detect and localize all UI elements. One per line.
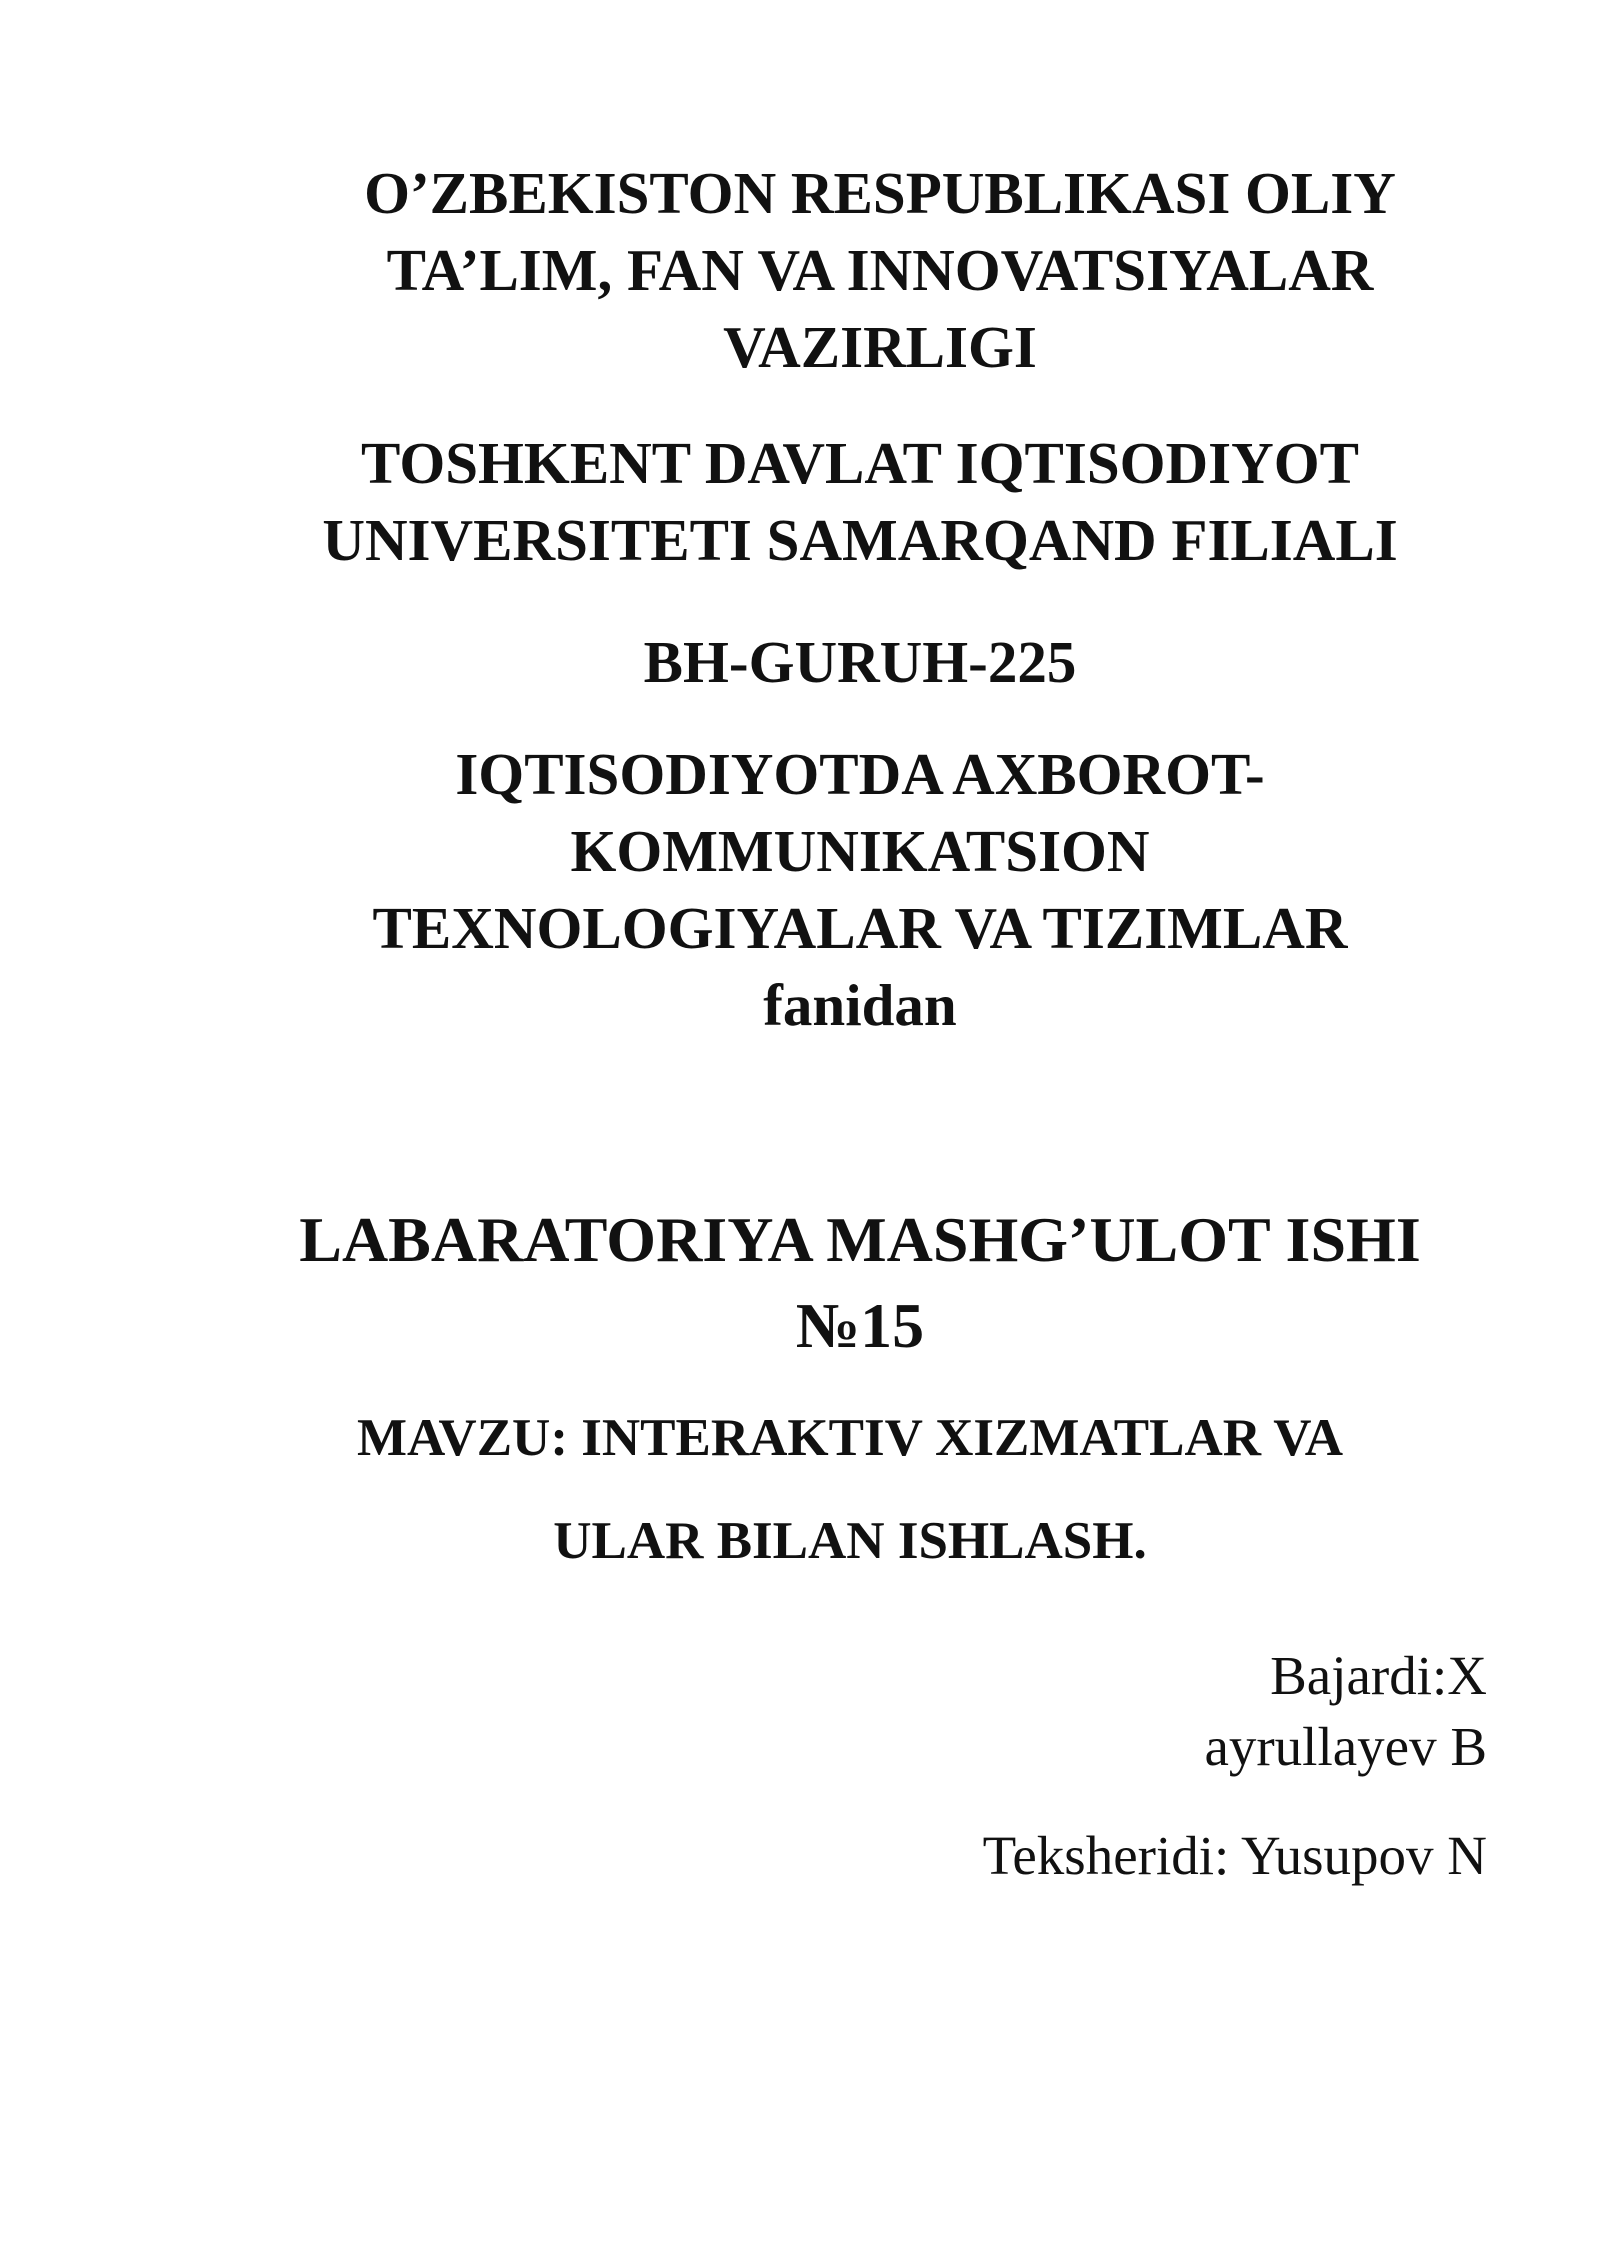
topic-line-1: MAVZU: INTERAKTIV XIZMATLAR VA <box>356 1409 1344 1467</box>
performed-by-line-1: Bajardi:X <box>1270 1645 1487 1706</box>
university-line-1: TOSHKENT DAVLAT IQTISODIYOT <box>361 430 1359 496</box>
ministry-line-2: TA’LIM, FAN VA INNOVATSIYALAR <box>386 237 1374 303</box>
checked-by <box>983 1820 1487 1891</box>
ministry-heading <box>260 155 1500 386</box>
subject-line-3: TEXNOLOGIYALAR VA TIZIMLAR <box>372 895 1348 961</box>
work-title-line-2: №15 <box>795 1290 925 1361</box>
university-heading <box>230 425 1490 579</box>
subject-line-4: fanidan <box>763 972 957 1038</box>
university-line-2: UNIVERSITETI SAMARQAND FILIALI <box>322 507 1398 573</box>
group-label: BH-GURUH-225 <box>643 629 1077 695</box>
work-title <box>210 1197 1510 1369</box>
topic-heading-line-1 <box>260 1402 1440 1474</box>
subject-line-2: KOMMUNIKATSION <box>570 818 1150 884</box>
subject-line-1: IQTISODIYOTDA AXBOROT- <box>455 741 1265 807</box>
group-heading <box>530 624 1190 701</box>
subject-heading <box>260 736 1460 1044</box>
performed-by <box>1204 1640 1487 1782</box>
checked-by-line: Teksheridi: Yusupov N <box>982 1825 1487 1886</box>
performed-by-line-2: ayrullayev B <box>1204 1716 1487 1777</box>
ministry-line-1: O’ZBEKISTON RESPUBLIKASI OLIY <box>364 160 1396 226</box>
ministry-line-3: VAZIRLIGI <box>723 314 1037 380</box>
topic-heading-line-2 <box>360 1505 1340 1577</box>
topic-line-2: ULAR BILAN ISHLASH. <box>553 1512 1147 1570</box>
work-title-line-1: LABARATORIYA MASHG’ULOT ISHI <box>299 1204 1421 1275</box>
